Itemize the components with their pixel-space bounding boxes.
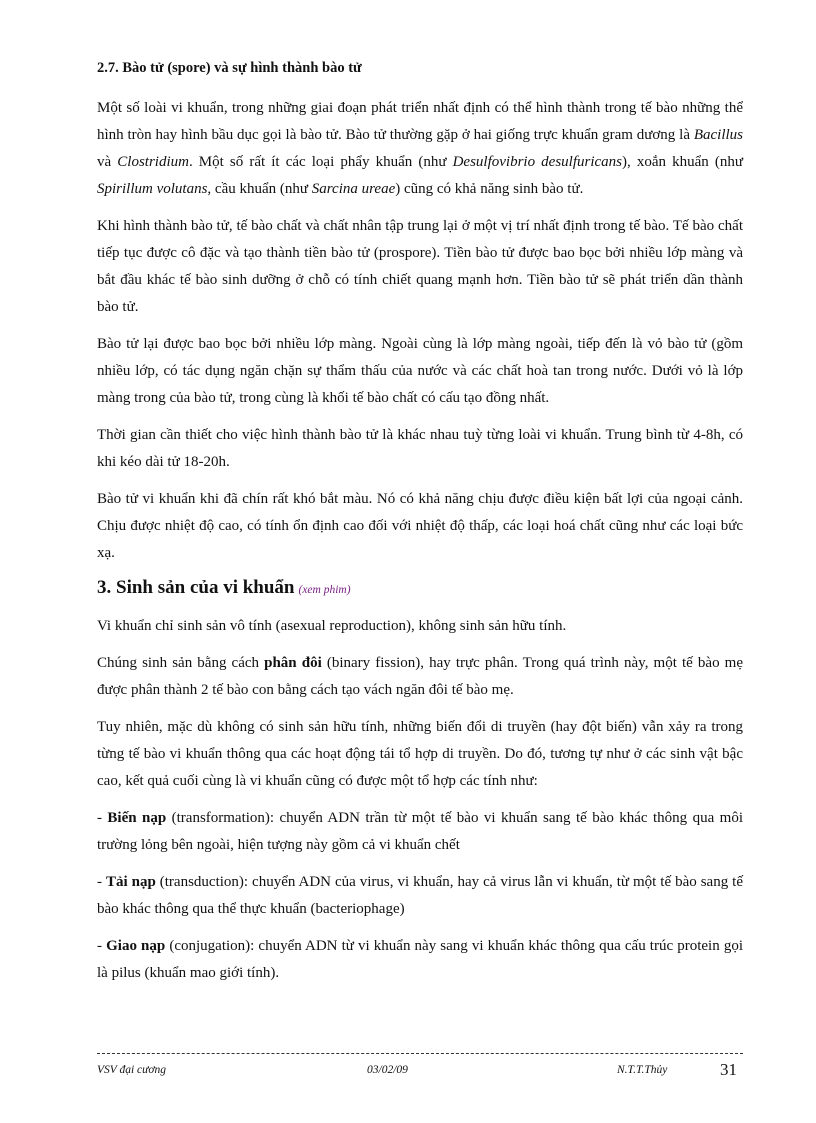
page-content xyxy=(97,60,743,997)
list-item: - Giao nạp (conjugation): chuyển ADN từ vi khuẩn này sang vi khuẩn khác thông qua cấu trúc protein gọi là pilus (khuẩn mao giới tính). xyxy=(97,938,743,981)
section-heading-2-7: 2.7. Bào tử (spore) và sự hình thành bào tử xyxy=(97,60,362,76)
footer-date: 03/02/09 xyxy=(367,1064,408,1076)
paragraph: Tuy nhiên, mặc dù không có sinh sản hữu tính, những biến đổi di truyền (hay đột biến) vẫn xảy ra trong từng tế bào vi khuẩn thông qua các hoạt động tái tổ hợp di truyền. Do đó, tương tự như ở các sinh vật bậc cao, kết quả cuối cùng là vi khuẩn cũng có được một tổ hợp các tính như: xyxy=(97,719,743,789)
list-item: - Biến nạp (transformation): chuyển ADN trần từ một tế bào vi khuẩn sang tế bào khác thông qua môi trường lỏng bên ngoài, hiện tượng này gồm cả vi khuẩn chết xyxy=(97,810,743,853)
paragraph: Khi hình thành bào tử, tế bào chất và chất nhân tập trung lại ở một vị trí nhất định trong tế bào. Tế bào chất tiếp tục được cô đặc và tạo thành tiền bào tử (prospore). Tiền bào tử được bao bọc bởi nhiều lớp màng và bắt đầu khác tế bào sinh dưỡng ở chỗ có tính chiết quang mạnh hơn. Tiền bào tử sẽ phát triển dần thành bào tử. xyxy=(97,218,743,315)
paragraph: Bào tử lại được bao bọc bởi nhiều lớp màng. Ngoài cùng là lớp màng ngoài, tiếp đến là vỏ bào tử (gồm nhiều lớp, có tác dụng ngăn chặn sự thẩm thấu của nước và các chất hoà tan trong nước. Dưới vỏ là lớp màng trong của bào tử, trong cùng là khối tế bào chất có cấu tạo đồng nhất. xyxy=(97,336,743,406)
paragraph: Chúng sinh sản bằng cách phân đôi (binary fission), hay trực phân. Trong quá trình này, một tế bào mẹ được phân thành 2 tế bào con bằng cách tạo vách ngăn đôi tế bào mẹ. xyxy=(97,655,743,698)
footer-divider xyxy=(97,1053,743,1054)
paragraph: Vi khuẩn chỉ sinh sản vô tính (asexual reproduction), không sinh sản hữu tính. xyxy=(97,618,567,634)
footer-author: N.T.T.Thủy xyxy=(617,1064,668,1076)
section-heading-3 xyxy=(97,577,743,599)
video-link[interactable]: (xem phim) xyxy=(298,584,351,596)
page-footer xyxy=(97,1060,743,1082)
paragraph: Bào tử vi khuẩn khi đã chín rất khó bắt màu. Nó có khả năng chịu được điều kiện bất lợi của ngoại cảnh. Chịu được nhiệt độ cao, có tính ổn định cao đối với nhiệt độ thấp, các loại hoá chất cũng như các loại bức xạ. xyxy=(97,491,743,561)
paragraph: Thời gian cần thiết cho việc hình thành bào tử là khác nhau tuỳ từng loài vi khuẩn. Trung bình từ 4-8h, có khi kéo dài tử 18-20h. xyxy=(97,427,743,470)
page-number: 31 xyxy=(720,1060,737,1079)
section-title: 3. Sinh sản của vi khuẩn xyxy=(97,577,295,598)
paragraph: Một số loài vi khuẩn, trong những giai đoạn phát triển nhất định có thể hình thành trong tế bào những thể hình tròn hay hình bầu dục gọi là bào tử. Bào tử thường gặp ở hai giống trực khuẩn gram dương là Bacillus và Clostridium. Một số rất ít các loại phẩy khuẩn (như Desulfovibrio desulfuricans), xoắn khuẩn (như Spirillum volutans, cầu khuẩn (như Sarcina ureae) cũng có khả năng sinh bào tử. xyxy=(97,100,743,197)
footer-course: VSV đại cương xyxy=(97,1064,167,1076)
list-item: - Tải nạp (transduction): chuyển ADN của virus, vi khuẩn, hay cả virus lẫn vi khuẩn, từ một tế bào sang tế bào khác thông qua thể thực khuẩn (bacteriophage) xyxy=(97,874,743,917)
